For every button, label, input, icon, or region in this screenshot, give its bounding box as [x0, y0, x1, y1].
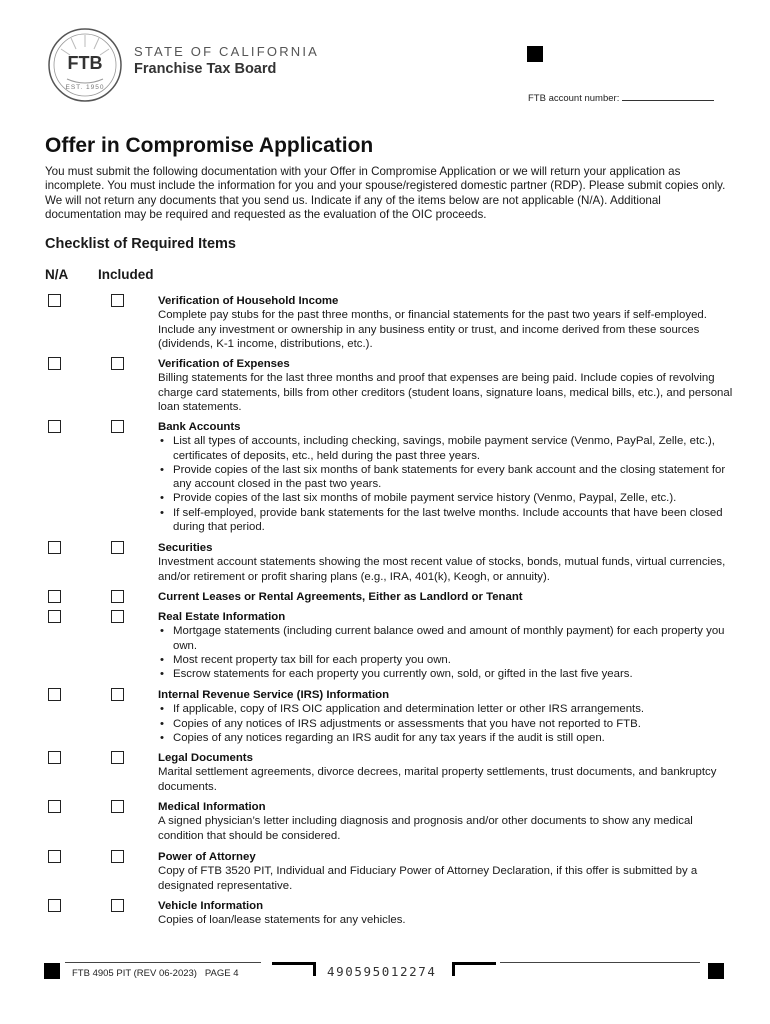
item-title: Legal Documents [158, 752, 253, 764]
bullet-item: • Copies of any notices regarding an IRS audit for any tax years if the audit is still open. [158, 731, 733, 745]
na-checkbox-vehicle-information[interactable] [48, 899, 61, 912]
checklist-item-household-income [158, 294, 733, 351]
item-title: Real Estate Information [158, 611, 286, 623]
item-bullets [158, 434, 733, 534]
item-description: Investment account statements showing the most recent value of stocks, bonds, mutual funds, virtual currencies, and/or retirement or profit sharing plans (e.g., IRA, 401(k), Keogh, or annuity). [158, 556, 726, 583]
item-description: Marital settlement agreements, divorce decrees, marital property settlements, trust documents, and bankruptcy documents. [158, 766, 717, 793]
item-title: Verification of Expenses [158, 358, 290, 370]
item-description: Billing statements for the last three months and proof that expenses are being paid. Include copies of revolving charge card statements, bills from other creditors (student loans, signature loans, medical bills, etc.), and personal loan statements. [158, 372, 733, 413]
item-title: Internal Revenue Service (IRS) Information [158, 689, 390, 701]
account-number-blank[interactable] [622, 91, 714, 101]
item-title: Bank Accounts [158, 421, 241, 433]
checklist-item-expenses [158, 357, 733, 414]
item-title: Vehicle Information [158, 900, 264, 912]
checklist-item-irs-information [158, 688, 733, 745]
included-checkbox-expenses[interactable] [111, 357, 124, 370]
bullet-item: • Mortgage statements (including current balance owed and amount of monthly payment) for each property you own. [158, 624, 733, 653]
included-checkbox-legal-documents[interactable] [111, 751, 124, 764]
bullet-item: • Copies of any notices of IRS adjustments or assessments that you have not reported to FTB. [158, 717, 733, 731]
item-title: Power of Attorney [158, 851, 256, 863]
bullet-item: • Provide copies of the last six months of bank statements for every bank account and the closing statement for any account closed in the past two years. [158, 463, 733, 492]
included-checkbox-bank-accounts[interactable] [111, 420, 124, 433]
agency-state: STATE OF CALIFORNIA [134, 44, 320, 59]
checklist-item-bank-accounts [158, 420, 733, 534]
na-checkbox-expenses[interactable] [48, 357, 61, 370]
footer-registration-mark-left [44, 963, 60, 979]
checklist-item-legal-documents [158, 751, 733, 794]
checklist-item-medical-information [158, 800, 733, 843]
bullet-item: • List all types of accounts, including checking, savings, mobile payment service (Venmo, PayPal, Zelle, etc.), certificates of deposits, etc., held during the past three years. [158, 434, 733, 463]
item-title: Securities [158, 542, 213, 554]
na-checkbox-power-of-attorney[interactable] [48, 850, 61, 863]
footer-registration-mark-right [708, 963, 724, 979]
na-checkbox-medical-information[interactable] [48, 800, 61, 813]
checklist-item-leases [158, 590, 733, 604]
footer-rule-right [500, 962, 700, 963]
barcode-bracket-right [452, 962, 496, 976]
item-description: Copies of loan/lease statements for any vehicles. [158, 914, 406, 927]
registration-mark [527, 46, 543, 62]
item-description: A signed physician’s letter including diagnosis and prognosis and/or other documents to show any medical condition that should be considered. [158, 815, 693, 842]
item-title: Verification of Household Income [158, 295, 339, 307]
checklist-item-power-of-attorney [158, 850, 733, 893]
na-checkbox-securities[interactable] [48, 541, 61, 554]
page-number: PAGE 4 [204, 968, 239, 979]
included-checkbox-medical-information[interactable] [111, 800, 124, 813]
svg-text:FTB: FTB [67, 53, 103, 73]
na-checkbox-legal-documents[interactable] [48, 751, 61, 764]
footer-form-id [72, 968, 239, 979]
item-bullets [158, 624, 733, 681]
page-title: Offer in Compromise Application [45, 134, 374, 157]
svg-text:EST. 1950: EST. 1950 [65, 84, 105, 91]
item-bullets [158, 702, 733, 745]
included-checkbox-real-estate[interactable] [111, 610, 124, 623]
included-checkbox-leases[interactable] [111, 590, 124, 603]
barcode-number: 490595012274 [327, 964, 437, 979]
checklist-item-real-estate [158, 610, 733, 681]
bullet-item: • Provide copies of the last six months of mobile payment service history (Venmo, Paypal, Zelle, etc.). [158, 491, 733, 505]
item-title: Current Leases or Rental Agreements, Either as Landlord or Tenant [158, 591, 523, 603]
included-checkbox-securities[interactable] [111, 541, 124, 554]
included-checkbox-power-of-attorney[interactable] [111, 850, 124, 863]
form-revision: FTB 4905 PIT (REV 06-2023) [72, 968, 197, 979]
barcode-bracket-left [272, 962, 316, 976]
included-checkbox-irs-information[interactable] [111, 688, 124, 701]
ftb-seal-logo [47, 27, 123, 103]
checklist-heading: Checklist of Required Items [45, 236, 236, 252]
checklist-item-vehicle-information [158, 899, 733, 928]
agency-name: Franchise Tax Board [134, 61, 277, 77]
na-checkbox-real-estate[interactable] [48, 610, 61, 623]
na-checkbox-household-income[interactable] [48, 294, 61, 307]
na-checkbox-irs-information[interactable] [48, 688, 61, 701]
bullet-item: • If applicable, copy of IRS OIC application and determination letter or other IRS arrangements. [158, 702, 733, 716]
column-header-na: N/A [45, 267, 69, 282]
intro-paragraph: You must submit the following documentation with your Offer in Compromise Application or we will return your application as incomplete. You must include the information for you and your spouse/registered domestic partner (RDP). Please submit copies only. We will not return any documents that you send us. Indicate if any of the items below are not applicable (N/A). Additional documentation may be required and requested as the evaluation of the OIC proceeds. [45, 165, 726, 221]
included-checkbox-vehicle-information[interactable] [111, 899, 124, 912]
na-checkbox-bank-accounts[interactable] [48, 420, 61, 433]
account-number-field[interactable] [528, 91, 714, 104]
checklist-item-securities [158, 541, 733, 584]
bullet-item: • If self-employed, provide bank statements for the last twelve months. Include accounts that have been closed during that period. [158, 506, 733, 535]
account-number-label: FTB account number: [528, 93, 620, 104]
bullet-item: • Escrow statements for each property you currently own, sold, or gifted in the last five years. [158, 667, 733, 681]
item-description: Copy of FTB 3520 PIT, Individual and Fiduciary Power of Attorney Declaration, if this offer is submitted by a designated representative. [158, 865, 698, 892]
footer-rule [65, 962, 261, 963]
bullet-item: • Most recent property tax bill for each property you own. [158, 653, 733, 667]
column-header-included: Included [98, 267, 154, 282]
item-title: Medical Information [158, 801, 266, 813]
item-description: Complete pay stubs for the past three months, or financial statements for the past two years if self-employed. Include any investment or ownership in any business entity or trust, and income derived from these sources (dividends, K-1 income, distributions, etc.). [158, 309, 707, 350]
na-checkbox-leases[interactable] [48, 590, 61, 603]
included-checkbox-household-income[interactable] [111, 294, 124, 307]
